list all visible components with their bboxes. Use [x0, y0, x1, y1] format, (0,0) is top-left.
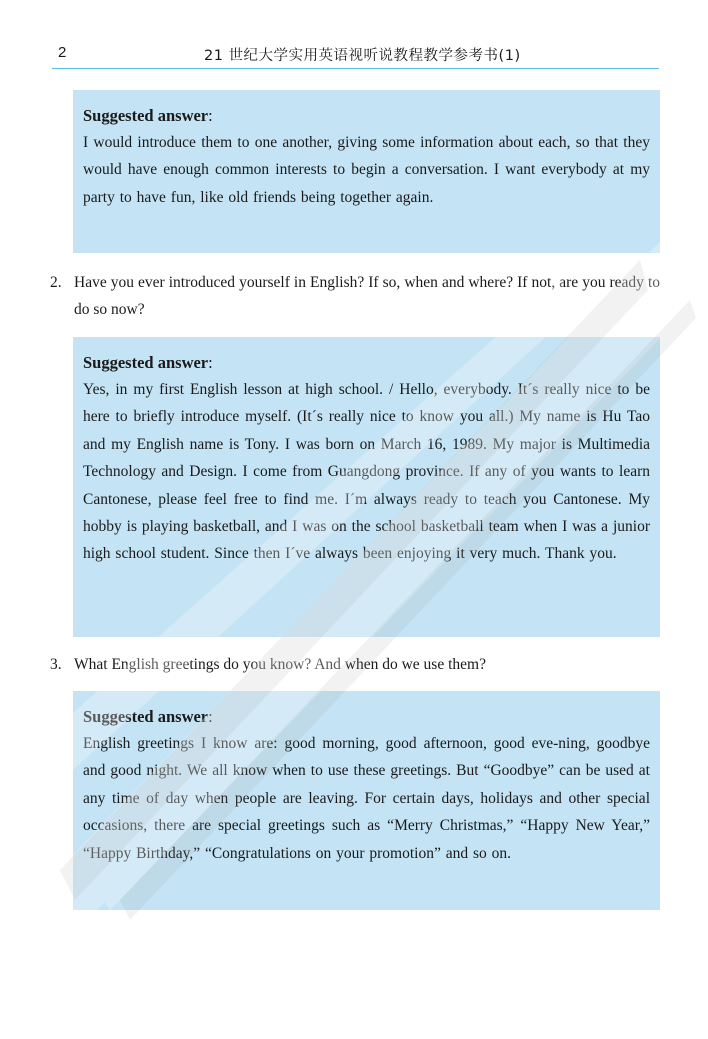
answer-box-2 [73, 337, 660, 637]
answer-text: I would introduce them to one another, giving some information about each, so that they would have enough common interests to begin a conversation. I want everybody at my party to have fun, like old friends being together again. [83, 134, 650, 206]
answer-box-3 [73, 691, 660, 910]
question-number: 2. [50, 274, 62, 291]
answer-text: English greetings I know are: good morning, good afternoon, good eve-ning, goodbye and good night. We all know when to use these greetings. But “Goodbye” can be used at any time of day when people are leaving. For certain days, holidays and other special occasions, there are special greetings such as “Merry Christmas,” “Happy New Year,” “Happy Birthday,” “Congratulations on your promotion” and so on. [83, 735, 650, 862]
question-text: Have you ever introduced yourself in English? If so, when and where? If not, are you ready to do so now? [74, 274, 660, 318]
answer-heading: Suggested answer: [83, 106, 213, 125]
question-number: 3. [50, 656, 62, 673]
page-number: 2 [58, 44, 67, 61]
answer-text: Yes, in my first English lesson at high school. / Hello, everybody. It´s really nice to be here to briefly introduce myself. (It´s really nice to know you all.) My name is Hu Tao and my English name is Tony. I was born on March 16, 1989. My major is Multimedia Technology and Design. I come from Guangdong province. If any of you wants to learn Cantonese, please feel free to find me. I´m always ready to teach you Cantonese. My hobby is playing basketball, and I was on the school basketball team when I was a junior high school student. Since then I´ve always been enjoying it very much. Thank you. [83, 381, 650, 563]
answer-heading: Suggested answer: [83, 707, 213, 726]
question-2 [50, 269, 660, 323]
page-header [52, 44, 659, 69]
book-title: 21 世纪大学实用英语视听说教程教学参考书(1) [204, 48, 521, 64]
answer-heading: Suggested answer: [83, 353, 213, 372]
question-text: What English greetings do you know? And when do we use them? [74, 656, 486, 673]
answer-box-1 [73, 90, 660, 253]
question-3 [50, 651, 660, 678]
